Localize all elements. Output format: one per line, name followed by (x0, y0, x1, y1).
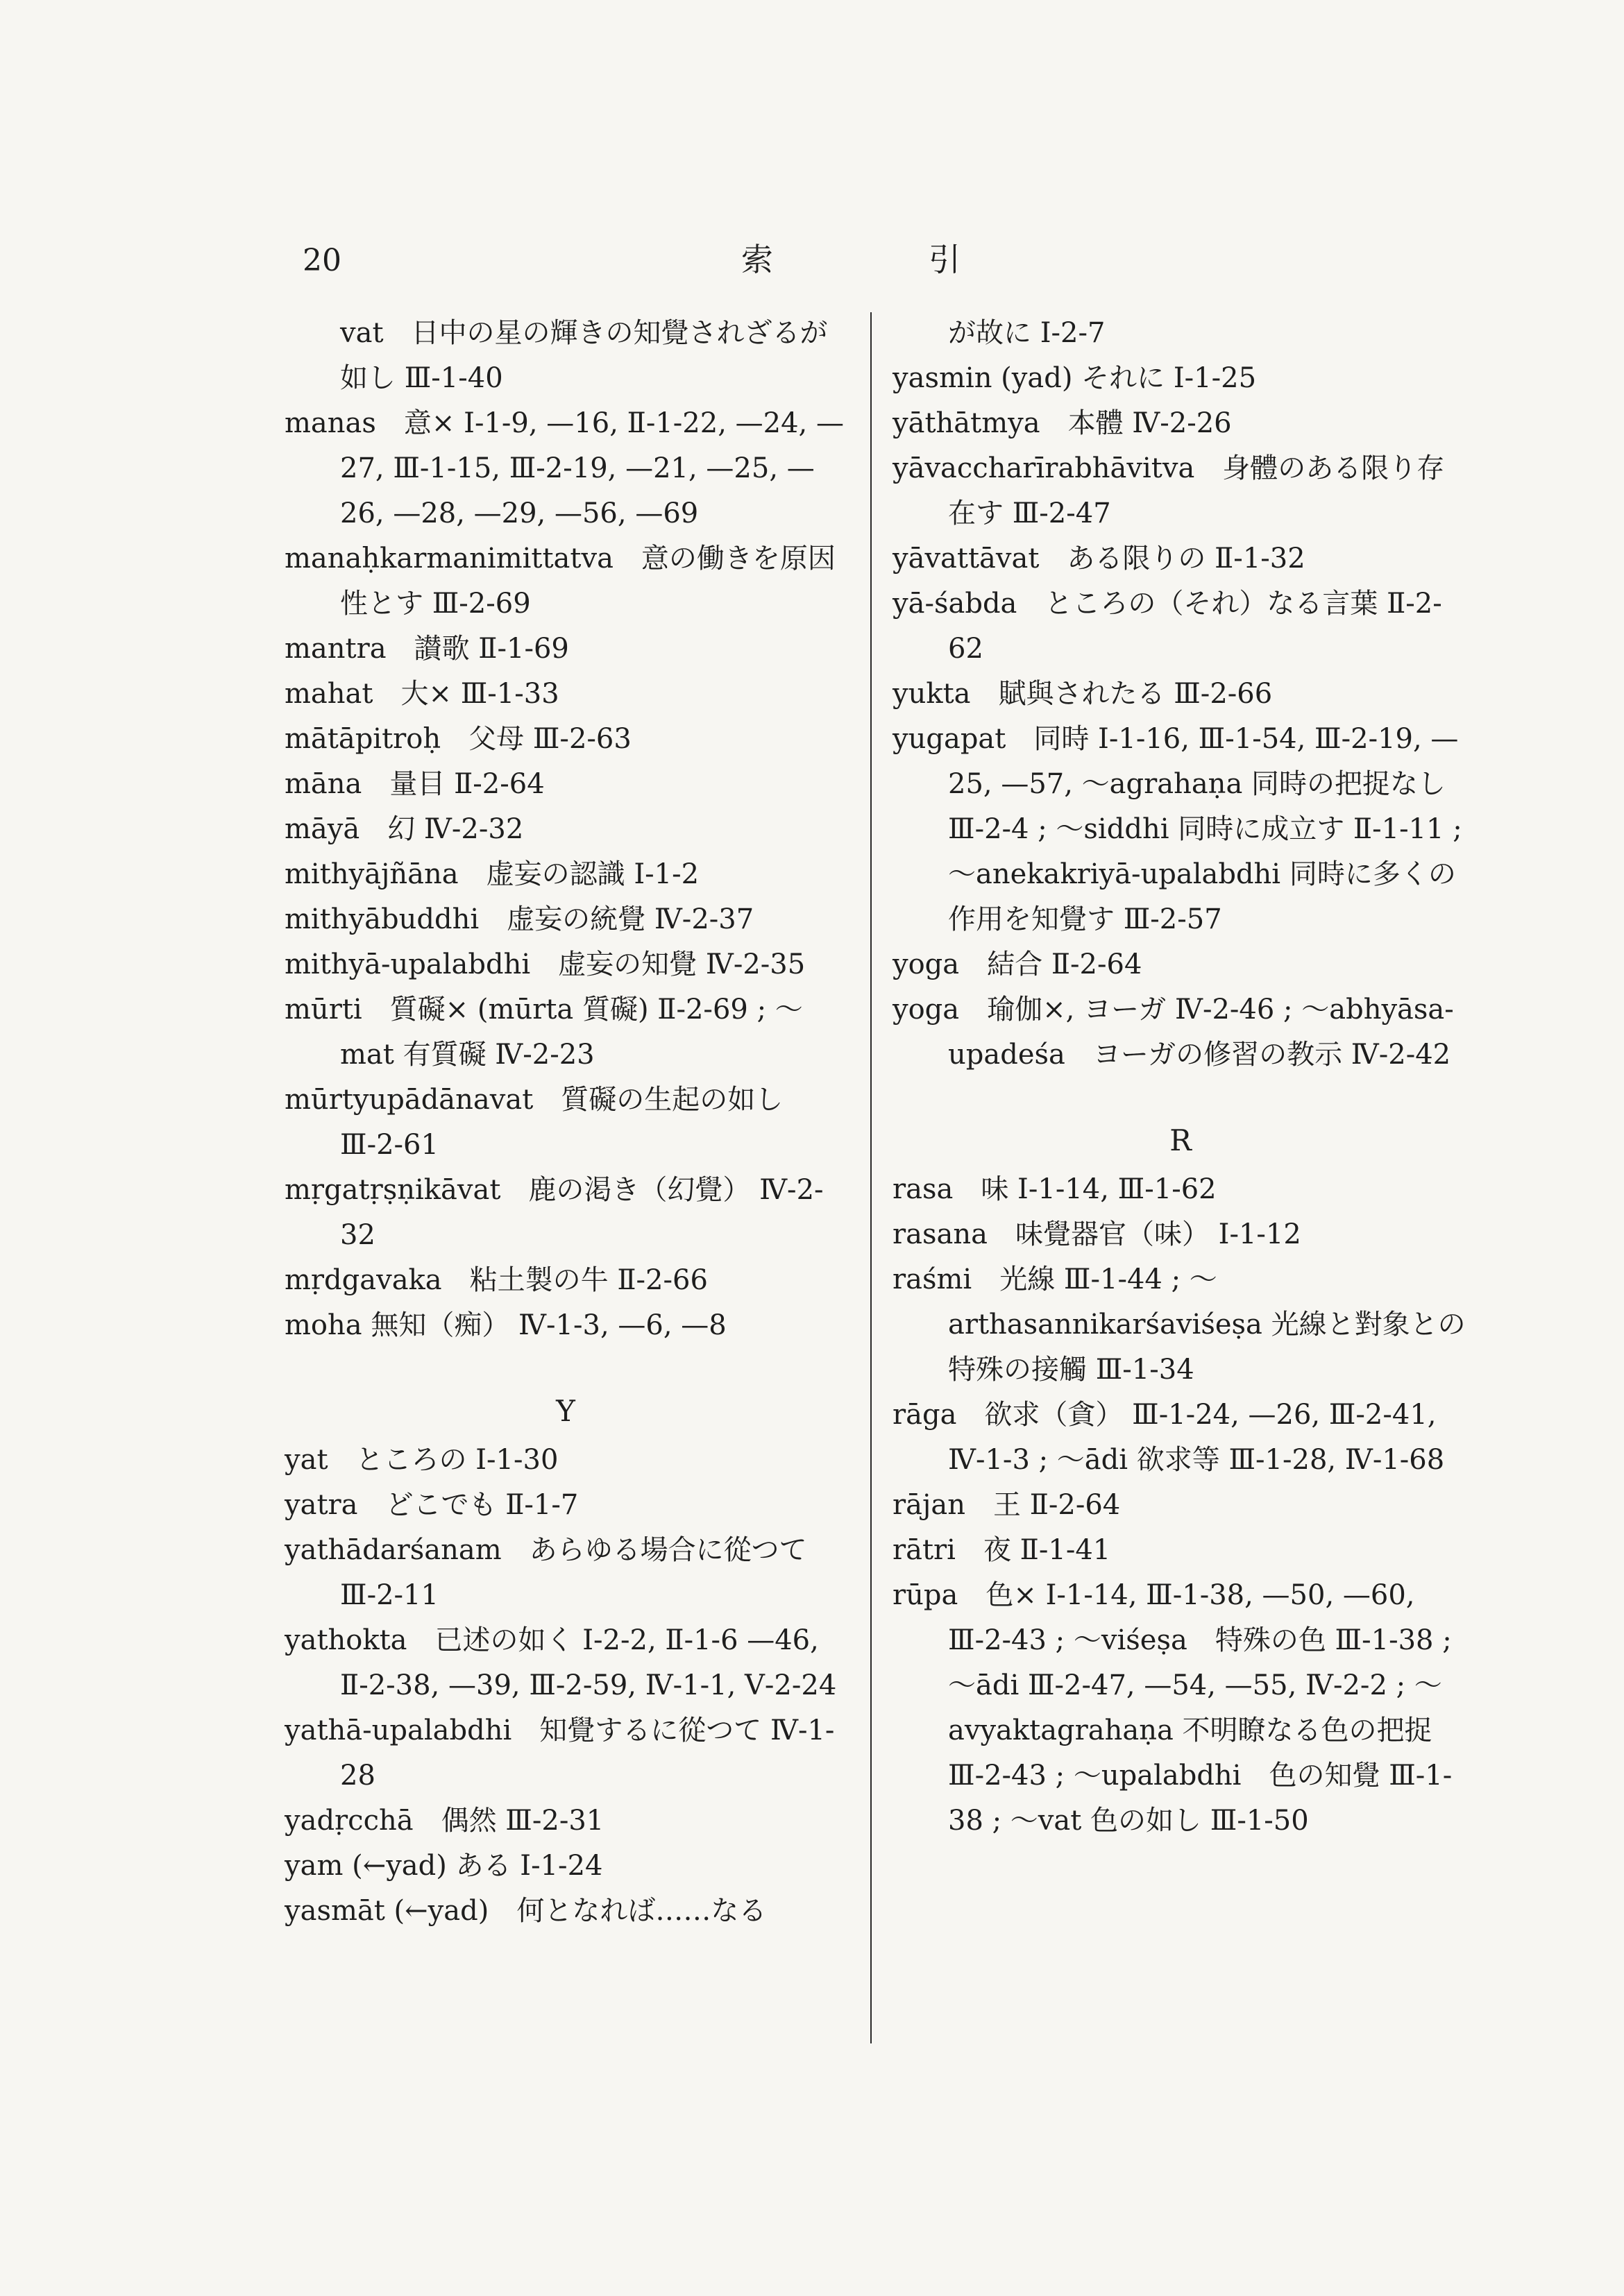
header-title-left: 索 (741, 241, 776, 278)
index-entry: yāthātmya 本體 Ⅳ-2-26 (893, 407, 1232, 439)
index-column-right (893, 311, 1469, 1844)
index-entry: yatra どこでも Ⅱ-1-7 (285, 1489, 579, 1521)
index-entry: rājan 王 Ⅱ-2-64 (893, 1489, 1121, 1521)
index-entry: moha 無知（痴） Ⅳ-1-3, —6, —8 (285, 1309, 727, 1341)
index-entry: yāvattāvat ある限りの Ⅱ-1-32 (893, 543, 1305, 575)
column-divider (870, 312, 872, 2043)
index-entry: rāga 欲求（貪） Ⅲ-1-24, —26, Ⅲ-2-41, Ⅳ-1-3 ; ～ādi 欲求等 Ⅲ-1-28, Ⅳ-1-68 (893, 1399, 1445, 1476)
index-entry: rūpa 色× Ⅰ-1-14, Ⅲ-1-38, —50, —60, Ⅲ-2-43 ; ～viśeṣa 特殊の色 Ⅲ-1-38 ; ～ādi Ⅲ-2-47, —54, —55, Ⅳ-2-2 ; ～avyaktagrahaṇa 不明瞭なる色の把捉 Ⅲ-2-43 ; ～upalabdhi 色の知覺 Ⅲ-1-38 ; ～vat 色の如し Ⅲ-1-50 (893, 1579, 1453, 1837)
index-entry: manaḥkarmanimittatva 意の働きを原因性とす Ⅲ-2-69 (285, 543, 836, 620)
index-column-left (285, 311, 847, 1934)
index-entry: mṛgatṛṣṇikāvat 鹿の渇き（幻覺） Ⅳ-2-32 (285, 1174, 824, 1251)
index-entry: mithyā-upalabdhi 虚妄の知覺 Ⅳ-2-35 (285, 949, 806, 980)
index-entry: yadṛcchā 偶然 Ⅲ-2-31 (285, 1805, 604, 1837)
index-entry: mithyābuddhi 虚妄の統覺 Ⅳ-2-37 (285, 903, 754, 935)
index-entry: yasmāt (←yad) 何となれば……なる (285, 1895, 767, 1927)
index-entry: mantra 讃歌 Ⅱ-1-69 (285, 633, 569, 665)
index-entry: mūrti 質礙× (mūrta 質礙) Ⅱ-2-69 ; ～mat 有質礙 Ⅳ-2-23 (285, 994, 803, 1071)
index-entry: yathokta 已述の如く Ⅰ-2-2, Ⅱ-1-6 —46, Ⅱ-2-38, —39, Ⅲ-2-59, Ⅳ-1-1, Ⅴ-2-24 (285, 1624, 837, 1701)
header-title-right: 引 (929, 241, 963, 278)
index-entry: yukta 賦與されたる Ⅲ-2-66 (893, 678, 1273, 710)
index-entry: yoga 結合 Ⅱ-2-64 (893, 949, 1142, 980)
index-entry: yāvaccharīrabhāvitva 身體のある限り存在す Ⅲ-2-47 (893, 452, 1445, 529)
index-entry: yathādarśanam あらゆる場合に從つて Ⅲ-2-11 (285, 1534, 807, 1611)
section-letter: Y (556, 1394, 575, 1428)
index-entry: yat ところの Ⅰ-1-30 (285, 1444, 559, 1476)
index-entry: māyā 幻 Ⅳ-2-32 (285, 813, 524, 845)
index-entry: が故に Ⅰ-2-7 (948, 317, 1106, 349)
index-entry: manas 意× Ⅰ-1-9, —16, Ⅱ-1-22, —24, —27, Ⅲ-1-15, Ⅲ-2-19, —21, —25, —26, —28, —29, —56, —69 (285, 407, 844, 529)
index-entry: mithyājñāna 虚妄の認識 Ⅰ-1-2 (285, 858, 700, 890)
page-number: 20 (303, 243, 341, 278)
index-entry: raśmi 光線 Ⅲ-1-44 ; ～arthasannikarśaviśeṣa 光線と對象との特殊の接觸 Ⅲ-1-34 (893, 1264, 1466, 1386)
index-entry: yathā-upalabdhi 知覺するに從つて Ⅳ-1-28 (285, 1715, 835, 1792)
index-entry: mahat 大× Ⅲ-1-33 (285, 678, 559, 710)
index-entry: māna 量目 Ⅱ-2-64 (285, 768, 545, 800)
index-entry: yugapat 同時 Ⅰ-1-16, Ⅲ-1-54, Ⅲ-2-19, —25, —57, ～agrahaṇa 同時の把捉なし Ⅲ-2-4 ; ～siddhi 同時に成立す Ⅱ-1-11 ; ～anekakriyā-upalabdhi 同時に多くの作用を知覺す Ⅲ-2-57 (893, 723, 1462, 935)
index-entry: mṛdgavaka 粘土製の牛 Ⅱ-2-66 (285, 1264, 708, 1296)
index-entry: mātāpitroḥ 父母 Ⅲ-2-63 (285, 723, 632, 755)
index-entry: rātri 夜 Ⅱ-1-41 (893, 1534, 1111, 1566)
index-entry: vat 日中の星の輝きの知覺されざるが如し Ⅲ-1-40 (340, 317, 828, 394)
index-entry: yā-śabda ところの（それ）なる言葉 Ⅱ-2-62 (893, 588, 1442, 665)
index-entry: rasa 味 Ⅰ-1-14, Ⅲ-1-62 (893, 1173, 1217, 1205)
index-entry: yasmin (yad) それに Ⅰ-1-25 (893, 362, 1257, 394)
index-entry: rasana 味覺器官（味） Ⅰ-1-12 (893, 1218, 1301, 1250)
index-entry: mūrtyupādānavat 質礙の生起の如し Ⅲ-2-61 (285, 1084, 784, 1161)
index-entry: yoga 瑜伽×, ヨーガ Ⅳ-2-46 ; ～abhyāsa-upadeśa ヨーガの修習の教示 Ⅳ-2-42 (893, 994, 1454, 1071)
section-letter: R (1169, 1123, 1192, 1157)
index-entry: yam (←yad) ある Ⅰ-1-24 (285, 1850, 603, 1882)
